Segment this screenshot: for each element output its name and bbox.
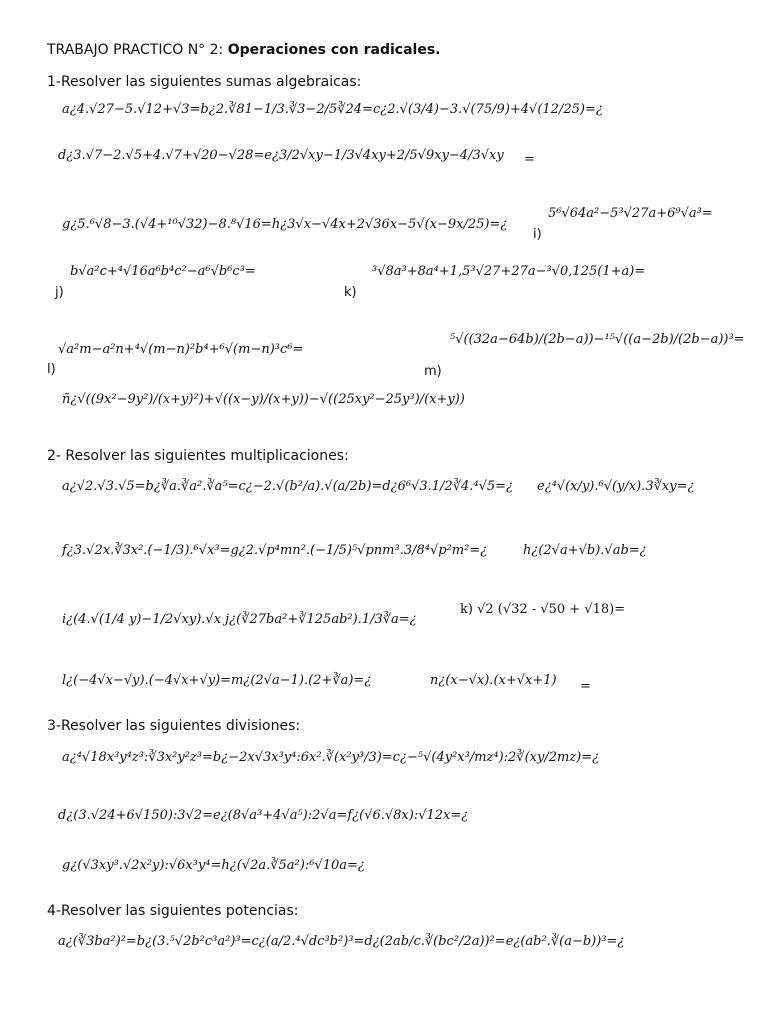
section-2-heading: 2- Resolver las siguientes multiplicaciones: <box>47 448 349 464</box>
section-4-heading: 4-Resolver las siguientes potencias: <box>47 903 299 919</box>
exercise-3-gh: g¿(√3xy³.√2x²y):√6x³y⁴=h¿(√2a.∛5a²):⁶√10a=¿ <box>62 858 365 873</box>
exercise-1-def-equals: = <box>524 152 535 167</box>
exercise-1-abc: a¿4.√27−5.√12+√3=b¿2.∛81−1/3.∛3−2/5∛24=c¿2.√(3/4)−3.√(75/9)+4√(12/25)=¿ <box>62 102 603 117</box>
section-1-heading: 1-Resolver las siguientes sumas algebraicas: <box>47 74 362 90</box>
exercise-2-abc: a¿√2.√3.√5=b¿∛a.∛a².∛a⁵=c¿−2.√(b²/a).√(a/2b)=d¿6⁶√3.1/2∛4.⁴√5=¿ <box>62 479 514 494</box>
exercise-3-abc: a¿⁴√18x³y⁴z³:∛3x²y²z³=b¿−2x√3x³y⁴:6x².∛(x²y³/3)=c¿−⁵√(4y²x³/mz⁴):2∛(xy/2mz)=¿ <box>62 750 600 765</box>
worksheet-title: TRABAJO PRACTICO N° 2: Operaciones con radicales. <box>47 42 441 58</box>
exercise-1-m-label: m) <box>424 364 442 379</box>
exercise-1-i-label: i) <box>533 227 542 242</box>
exercise-1-i: 5⁶√64a²−5³√27a+6⁹√a³= <box>548 206 713 221</box>
exercise-1-l: √a²m−a²n+⁴√(m−n)²b⁴+⁶√(m−n)³c⁶= <box>58 342 304 357</box>
exercise-1-j: b√a²c+⁴√16a⁶b⁴c²−a⁶√b⁶c³= <box>70 264 256 279</box>
exercise-3-def: d¿(3.√24+6√150):3√2=e¿(8√a³+4√a⁵):2√a=f¿(√6.√8x):√12x=¿ <box>58 808 469 823</box>
exercise-2-n: n¿(x−√x).(x+√x+1) <box>430 673 557 688</box>
exercise-1-j-label: j) <box>55 285 64 300</box>
section-3-heading: 3-Resolver las siguientes divisiones: <box>47 718 301 734</box>
exercise-1-def: d¿3.√7−2.√5+4.√7+√20−√28=e¿3/2√xy−1/3√4xy+2/5√9xy−4/3√xy <box>58 148 504 163</box>
exercise-2-h: h¿(2√a+√b).√ab=¿ <box>523 543 647 558</box>
exercise-1-l-label: l) <box>47 362 56 377</box>
exercise-1-gh: g¿5.⁶√8−3.(√4+¹⁰√32)−8.⁸√16=h¿3√x−√4x+2√36x−5√(x−9x/25)=¿ <box>62 217 508 232</box>
exercise-2-ij: i¿(4.√(1/4 y)−1/2√xy).√x j¿(∛27ba²+∛125ab²).1/3∛a=¿ <box>62 612 417 627</box>
exercise-2-fg: f¿3.√2x.∛3x².(−1/3).⁶√x³=g¿2.√p⁴mn².(−1/5)⁵√pnm³.3/8⁴√p²m²=¿ <box>62 543 488 558</box>
exercise-2-k: k) √2 (√32 - √50 + √18)= <box>460 602 626 617</box>
exercise-1-k: ³√8a³+8a⁴+1,5³√27+27a−³√0,125(1+a)= <box>372 264 646 279</box>
exercise-1-n: ñ¿√((9x²−9y²)/(x+y)²)+√((x−y)/(x+y))−√((25xy²−25y³)/(x+y)) <box>62 392 465 407</box>
exercise-2-lm: l¿(−4√x−√y).(−4√x+√y)=m¿(2√a−1).(2+∛a)=¿ <box>62 673 372 688</box>
exercise-1-m: ⁵√((32a−64b)/(2b−a))−¹⁵√((a−2b)/(2b−a))³= <box>450 332 745 347</box>
exercise-4-abc: a¿(∛3ba²)²=b¿(3.⁵√2b²c³a²)³=c¿(a/2.⁴√dc³b²)³=d¿(2ab/c.∛(bc²/2a))²=e¿(ab².∛(a−b))³=¿ <box>58 934 625 949</box>
exercise-2-e: e¿⁴√(x/y).⁶√(y/x).3∛xy=¿ <box>537 479 695 494</box>
exercise-2-n-equals: = <box>580 679 591 694</box>
exercise-1-k-label: k) <box>344 285 357 300</box>
